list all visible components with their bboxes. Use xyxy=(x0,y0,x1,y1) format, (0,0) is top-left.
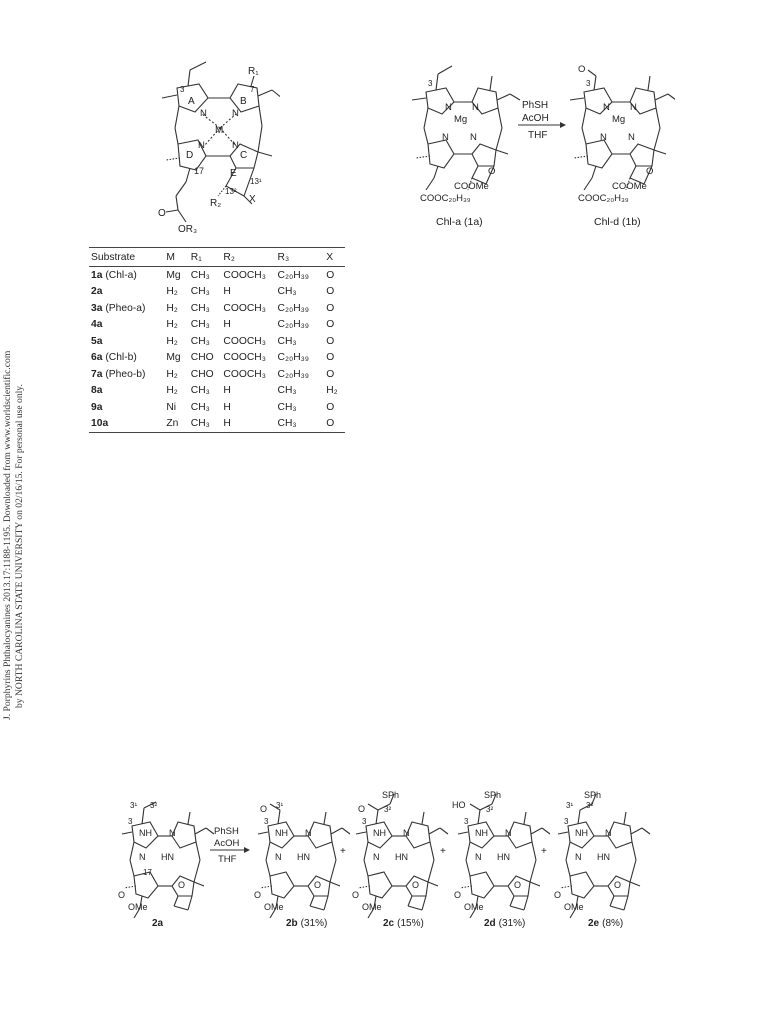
ring-d-label: D xyxy=(186,150,194,161)
r1-cell: CH₃ xyxy=(190,401,210,413)
substrate-alias: (Chl-b) xyxy=(105,352,137,364)
pos132-label: 13² xyxy=(225,187,237,196)
substrate-cell xyxy=(89,300,164,317)
x-label: X xyxy=(249,194,256,205)
m-cell: Ni xyxy=(166,401,177,413)
c2e-id-label: 2e xyxy=(588,918,600,928)
c2d-pos32: 3² xyxy=(486,805,494,814)
c2b-yield: (31%) xyxy=(300,918,328,928)
c2e-ome: OMe xyxy=(564,902,584,912)
substrate-id: 10a xyxy=(91,418,109,430)
c2b-pos3: 3 xyxy=(264,817,269,826)
c2e-ester-o: O xyxy=(554,890,562,900)
c2d-ester-o: O xyxy=(454,890,462,900)
col-r2: R₂ xyxy=(221,248,275,267)
col-x: X xyxy=(324,248,345,267)
substrate-cell xyxy=(89,284,164,301)
table-row xyxy=(89,317,345,334)
c2d-yield: (31%) xyxy=(498,918,526,928)
substrate-id: 7a xyxy=(91,368,103,380)
r1-cell: CHO xyxy=(190,368,214,380)
c2c-pos32: 3² xyxy=(384,805,392,814)
r3-cell: CH₃ xyxy=(277,385,297,397)
substrate-id: 8a xyxy=(91,385,103,397)
pos7-label: 7 xyxy=(250,85,255,94)
metal-label: M xyxy=(215,125,224,136)
c2c-pos3: 3 xyxy=(362,817,367,826)
c2b-pos31: 3¹ xyxy=(276,801,284,810)
c2d-n2: N xyxy=(475,852,482,862)
c2a-keto: O xyxy=(178,880,186,890)
n-a-label: N xyxy=(200,108,207,119)
m-cell: H₂ xyxy=(166,302,178,314)
plus-sign: + xyxy=(440,846,446,857)
ring-a-label: A xyxy=(188,96,195,107)
ring-b-label: B xyxy=(240,96,247,107)
figure1-structure xyxy=(150,60,280,235)
r3-cell: C₂₀H₃₉ xyxy=(277,368,309,380)
r1-cell: CH₃ xyxy=(190,319,210,331)
r1-label: R₁ xyxy=(248,66,259,77)
x-cell: O xyxy=(324,416,345,433)
table-header-row xyxy=(89,248,345,267)
c2e-pos31: 3¹ xyxy=(566,801,574,810)
x-cell: O xyxy=(326,352,335,364)
c2c-keto: O xyxy=(412,880,420,890)
c2a-hn: HN xyxy=(161,852,174,862)
c2e-id xyxy=(588,918,623,928)
table-row xyxy=(89,399,345,416)
r2-cell: COOCH₃ xyxy=(223,335,266,347)
r2-cell: H xyxy=(223,385,231,397)
plus-sign: + xyxy=(340,846,346,857)
chld-n-a: N xyxy=(603,102,610,113)
chld-n-b: N xyxy=(630,102,637,113)
c2d-id-label: 2d xyxy=(484,918,496,928)
c2d-ho: HO xyxy=(452,800,466,810)
r3-cell: CH₃ xyxy=(277,335,297,347)
chld-n-c: N xyxy=(628,132,635,143)
ring-c-label: C xyxy=(240,150,248,161)
substrate-alias: (Pheo-a) xyxy=(105,302,146,314)
col-r1: R₁ xyxy=(189,248,222,267)
chla-keto-o: O xyxy=(488,166,496,177)
r3-cell: C₂₀H₃₉ xyxy=(277,269,309,281)
c2e-n2: N xyxy=(575,852,582,862)
chla-n-c: N xyxy=(470,132,477,143)
substrate-id: 6a xyxy=(91,352,103,364)
chla-caption: Chl-a (1a) xyxy=(436,216,483,228)
substrate-id: 2a xyxy=(91,286,103,298)
table-row xyxy=(89,383,345,400)
c2d-nh: NH xyxy=(475,828,488,838)
r2-label: R₂ xyxy=(210,198,222,209)
c2b-ester-o: O xyxy=(254,890,262,900)
chld-n-d: N xyxy=(600,132,607,143)
c2c-o: O xyxy=(358,804,366,814)
c2e-yield: (8%) xyxy=(602,918,624,928)
m-cell: H₂ xyxy=(166,319,178,331)
pos131-label: 13¹ xyxy=(250,177,262,186)
c2d-keto: O xyxy=(514,880,522,890)
table-row xyxy=(89,284,345,301)
r1-cell: CH₃ xyxy=(190,286,210,298)
x-cell: O xyxy=(326,319,335,331)
x-cell: O xyxy=(326,302,335,314)
chld-phytyl: COOC₂₀H₃₉ xyxy=(578,193,629,204)
c2c-id-label: 2c xyxy=(383,918,395,928)
substrate-id: 9a xyxy=(91,401,103,413)
chld-caption: Chl-d (1b) xyxy=(594,216,641,228)
n-b-label: N xyxy=(232,108,239,119)
c2d-sph: SPh xyxy=(484,790,502,800)
fig3-reagent-2: AcOH xyxy=(214,838,240,849)
chld-mg: Mg xyxy=(612,114,626,125)
figure2-scheme xyxy=(405,55,675,240)
c2b-keto: O xyxy=(314,880,322,890)
substrate-id: 4a xyxy=(91,319,103,331)
r1-cell: CH₃ xyxy=(190,302,210,314)
download-note-line2: by NORTH CAROLINA STATE UNIVERSITY on 02/16/15. For personal use only. xyxy=(14,384,25,708)
c2c-nh: NH xyxy=(373,828,386,838)
r2-cell: COOCH₃ xyxy=(223,368,266,380)
c2c-sph: SPh xyxy=(382,790,400,800)
x-cell: O xyxy=(326,401,335,413)
r2-cell: H xyxy=(223,319,231,331)
r3-cell: CH₃ xyxy=(277,401,297,413)
c2c-id xyxy=(383,918,424,928)
fig2-reagent-1: PhSH xyxy=(522,100,549,111)
n-c-label: N xyxy=(232,140,239,151)
r3-cell: CH₃ xyxy=(277,286,297,298)
c2a-n2: N xyxy=(139,852,146,862)
c2c-n1: N xyxy=(403,828,410,838)
c2a-nh: NH xyxy=(139,828,152,838)
c2a-id: 2a xyxy=(152,918,164,928)
m-cell: Zn xyxy=(164,416,188,433)
r1-cell: CH₃ xyxy=(189,416,222,433)
c2b-ome: OMe xyxy=(264,902,284,912)
r3-cell: CH₃ xyxy=(276,416,325,433)
substrate-cell xyxy=(89,267,164,284)
c2c-yield: (15%) xyxy=(397,918,424,928)
chla-n-a: N xyxy=(445,102,452,113)
substituent-table xyxy=(89,247,345,433)
c2a-ome: OMe xyxy=(128,902,148,912)
r1-cell: CH₃ xyxy=(190,385,210,397)
substrate-alias: (Chl-a) xyxy=(105,269,137,281)
m-cell: Mg xyxy=(166,269,181,281)
col-r3: R₃ xyxy=(276,248,325,267)
r2-cell: H xyxy=(223,401,231,413)
fig2-reagent-3: THF xyxy=(528,130,548,141)
chla-ester: COOMe xyxy=(454,181,489,192)
substrate-id: 3a xyxy=(91,302,103,314)
r1-cell: CH₃ xyxy=(190,335,210,347)
x-cell: O xyxy=(326,368,335,380)
r2-cell: H xyxy=(223,286,231,298)
substrate-cell xyxy=(89,416,164,433)
m-cell: H₂ xyxy=(166,368,178,380)
chld-ester: COOMe xyxy=(612,181,647,192)
n-d-label: N xyxy=(198,140,205,151)
r3-cell: C₂₀H₃₉ xyxy=(277,302,309,314)
pos17-label: 17 xyxy=(194,166,205,176)
m-cell: H₂ xyxy=(166,335,178,347)
chld-aldehyde-o: O xyxy=(578,64,586,75)
fig3-reagent-3: THF xyxy=(218,854,237,865)
r2-cell: COOCH₃ xyxy=(223,269,266,281)
c2e-nh: NH xyxy=(575,828,588,838)
c2b-nh: NH xyxy=(275,828,288,838)
r3-cell: C₂₀H₃₉ xyxy=(277,352,309,364)
c2b-id xyxy=(286,918,327,928)
c2a-pos31: 3¹ xyxy=(130,801,138,810)
r1-cell: CH₃ xyxy=(190,269,210,281)
c2c-ome: OMe xyxy=(362,902,382,912)
c2c-ester-o: O xyxy=(352,890,360,900)
c2b-id-label: 2b xyxy=(286,918,298,928)
or3-label: OR₃ xyxy=(178,224,198,235)
c2a-n1: N xyxy=(169,828,176,838)
c2d-ome: OMe xyxy=(464,902,484,912)
c2b-o: O xyxy=(260,804,268,814)
table-row xyxy=(89,350,345,367)
m-cell: H₂ xyxy=(166,286,178,298)
plus-sign: + xyxy=(541,846,547,857)
m-cell: Mg xyxy=(166,352,181,364)
download-note xyxy=(2,300,26,720)
substrate-id: 1a xyxy=(91,269,103,281)
col-m: M xyxy=(164,248,188,267)
c2e-pos3: 3 xyxy=(564,817,569,826)
c2c-n2: N xyxy=(373,852,380,862)
chla-n-d: N xyxy=(442,132,449,143)
c2d-id xyxy=(484,918,525,928)
fig3-reagent-1: PhSH xyxy=(214,826,239,837)
c2a-ester-o: O xyxy=(118,890,126,900)
m-cell: H₂ xyxy=(166,385,178,397)
x-cell: H₂ xyxy=(326,385,338,397)
c2a-pos3: 3 xyxy=(128,817,133,826)
c2d-pos3: 3 xyxy=(464,817,469,826)
c2a-pos17: 17 xyxy=(143,868,152,877)
c2e-hn: HN xyxy=(597,852,610,862)
chld-keto-o: O xyxy=(646,166,654,177)
col-substrate: Substrate xyxy=(89,248,164,267)
chla-pos3: 3 xyxy=(428,79,433,88)
chla-n-b: N xyxy=(472,102,479,113)
c2b-hn: HN xyxy=(297,852,310,862)
substrate-cell xyxy=(89,317,164,334)
chla-phytyl: COOC₂₀H₃₉ xyxy=(420,193,471,204)
c2c-hn: HN xyxy=(395,852,408,862)
c2e-n1: N xyxy=(605,828,612,838)
x-cell: O xyxy=(326,269,335,281)
chld-pos3: 3 xyxy=(586,79,591,88)
r1-cell: CHO xyxy=(190,352,214,364)
table-row xyxy=(89,416,345,433)
table-row xyxy=(89,300,345,317)
c2a-pos32: 3² xyxy=(150,801,158,810)
c2d-hn: HN xyxy=(497,852,510,862)
chla-mg: Mg xyxy=(454,114,468,125)
pos3-label: 3 xyxy=(180,85,185,94)
table-row xyxy=(89,267,345,284)
r2-cell: COOCH₃ xyxy=(223,352,266,364)
c2e-sph: SPh xyxy=(584,790,602,800)
figure3-scheme xyxy=(112,786,652,928)
r2-cell: COOCH₃ xyxy=(223,302,266,314)
ester-o-label: O xyxy=(158,208,166,219)
c2b-n1: N xyxy=(305,828,312,838)
c2d-n1: N xyxy=(505,828,512,838)
download-note-line1: J. Porphyrins Phthalocyanines 2013.17:1188-1195. Downloaded from www.worldscientific.com xyxy=(2,350,13,720)
c2e-pos32: 3² xyxy=(586,801,594,810)
substrate-alias: (Pheo-b) xyxy=(105,368,146,380)
table-row xyxy=(89,366,345,383)
x-cell: O xyxy=(326,335,335,347)
c2e-keto: O xyxy=(614,880,622,890)
fig2-reagent-2: AcOH xyxy=(522,113,549,124)
table-row xyxy=(89,333,345,350)
r2-cell: H xyxy=(221,416,275,433)
substrate-cell xyxy=(89,333,164,350)
substrate-cell xyxy=(89,366,164,383)
c2b-n2: N xyxy=(275,852,282,862)
substrate-cell xyxy=(89,399,164,416)
substrate-cell xyxy=(89,350,164,367)
substrate-id: 5a xyxy=(91,335,103,347)
x-cell: O xyxy=(326,286,335,298)
r3-cell: C₂₀H₃₉ xyxy=(277,319,309,331)
substrate-cell xyxy=(89,383,164,400)
ring-e-label: E xyxy=(230,168,237,179)
